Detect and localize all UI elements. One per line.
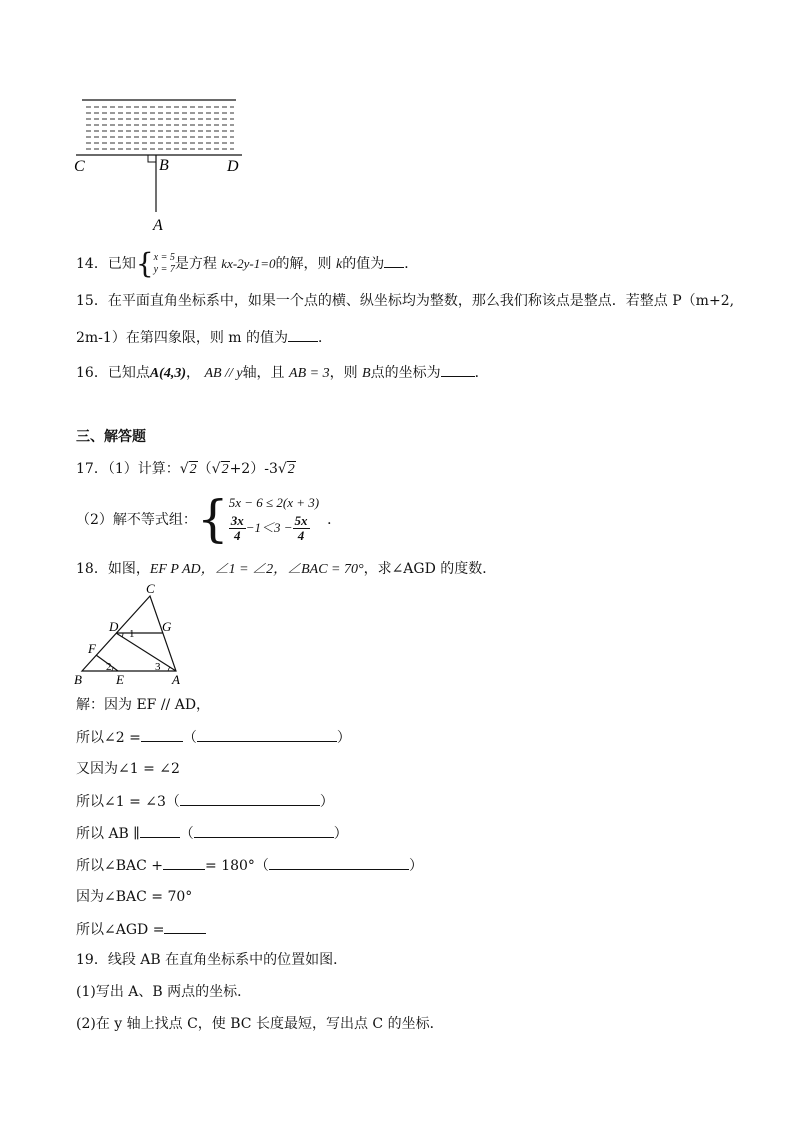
step4-prefix: 所以 AB ∥ [76,826,140,842]
q17-period: ． [327,512,342,528]
question-19-stem: 19．线段 AB 在直角坐标系中的位置如图． [76,952,348,968]
answer-blank[interactable] [384,253,404,268]
step5-mid: = 180°（ [205,858,269,874]
q16-prefix: 16．已知点 [76,365,150,381]
solution-step-2: 又因为∠1 = ∠2 [76,761,180,777]
sqrt-2: √2 [211,461,229,477]
q16-ab: AB = 3 [289,366,330,381]
q14-prefix: 14．已知 [76,256,136,272]
question-18-stem [76,559,496,580]
answer-blank[interactable] [140,823,180,838]
step1-prefix: 所以∠2 = [76,730,141,746]
triangle-figure [72,583,192,687]
reason-blank[interactable] [180,791,320,806]
step7-prefix: 所以∠AGD = [76,922,165,938]
q18-stem-math: EF P AD，∠1 = ∠2，∠BAC = 70° [149,562,364,577]
ineq-2-mid: −1＜3 − [245,520,293,535]
label-d: D [109,619,119,634]
q17-part1-mid2: +2）-3 [229,461,278,477]
solution-step-5: 所以∠BAC + = 180°（ ） [76,855,423,876]
q16-mid3: ，则 [329,365,358,381]
label-e: E [116,672,124,687]
reason-blank[interactable] [194,823,334,838]
label-a: A [153,217,163,234]
q18-stem-suffix: ，求∠AGD 的度数． [363,561,497,577]
section-heading: 三、解答题 [76,429,146,445]
q14-equation: kx-2y-1=0 [221,256,276,271]
q16-suffix: 点的坐标为 [370,365,441,381]
question-15-line2: 2m-1）在第四象限，则 m 的值为 ． [76,327,332,348]
label-g: G [162,619,172,634]
q18-stem-prefix: 18．如图， [76,561,150,577]
q17-part1-prefix: 17．（1）计算： [76,461,180,477]
label-c: C [146,583,155,596]
label-f: F [88,641,96,656]
label-1: 1 [129,628,135,640]
label-c: C [74,158,85,175]
q16-parallel: AB // y [204,366,243,381]
solution-step-3: 所以∠1 = ∠3（ ） [76,791,334,812]
reason-blank[interactable] [269,855,409,870]
question-19-part2: (2)在 y 轴上找点 C，使 BC 长度最短，写出点 C 的坐标． [76,1016,444,1032]
q14-middle: 是方程 [174,256,217,272]
solution-step-4: 所以 AB ∥ （ ） [76,823,348,844]
q14-sys-line2: y = 7 [153,264,175,275]
q15-line2-text: 2m-1）在第四象限，则 m 的值为 [76,330,288,346]
question-16: 16．已知点A(4,3)， AB // y轴，且 AB = 3，则 B点的坐标为 ． [76,362,489,384]
label-3: 3 [155,661,161,673]
q16-mid1: ， [186,365,200,381]
q17-part1-mid: （ [197,461,212,477]
label-a: A [172,672,180,687]
fraction: $\frac{3x}{4}$ [230,512,244,543]
label-d: D [227,158,239,175]
solution-step-7 [76,919,206,940]
label-2: 2 [106,661,112,673]
question-17-part1 [76,459,296,480]
question-19-part1: (1)写出 A、B 两点的坐标． [76,984,252,1000]
q14-sys-line1: x = 5 [153,252,175,263]
reason-blank[interactable] [197,727,337,742]
q17-part2-prefix: （2）解不等式组： [76,512,197,528]
q16-b: B [362,366,371,381]
step3-prefix: 所以∠1 = ∠3（ [76,794,180,810]
question-14: 14．已知{ x = 5 y = 7 是方程 kx-2y-1=0的解，则 k的值为 ． [76,247,419,280]
step5-prefix: 所以∠BAC + [76,858,164,874]
solution-step-1: 所以∠2 = （ ） [76,727,351,748]
question-15-line1: 15．在平面直角坐标系中，如果一个点的横、纵坐标均为整数，那么我们称该点是整点．若整点 P（m+2, [76,293,735,309]
ineq-1: 5x − 6 ≤ 2(x + 3) [228,495,320,510]
label-b: B [159,157,169,174]
q14-suffix: 的值为 [342,256,385,272]
solution-step-6: 因为∠BAC = 70° [76,889,193,905]
solution-intro: 解：因为 EF // AD， [76,697,211,713]
fraction: $\frac{5x}{4}$ [294,512,308,543]
q16-mid2: 轴，且 [242,365,285,381]
question-17-part2: （2）解不等式组：{ 5x − 6 ≤ 2(x + 3) $\frac{3x}{4}$ −1＜3 − $\frac{5x}{4}$ ． [76,490,342,548]
answer-blank[interactable] [163,855,205,870]
label-b: B [74,672,82,687]
answer-blank[interactable] [141,727,183,742]
answer-blank[interactable] [441,362,475,377]
sqrt-2: √2 [179,461,197,477]
q14-mid2: 的解，则 [275,256,332,272]
answer-blank[interactable] [288,327,318,342]
q16-point: A(4,3) [149,366,186,381]
answer-blank[interactable] [164,919,206,934]
river-figure [70,94,260,234]
q14-var-k: k [336,257,343,272]
sqrt-2: √2 [277,461,295,477]
